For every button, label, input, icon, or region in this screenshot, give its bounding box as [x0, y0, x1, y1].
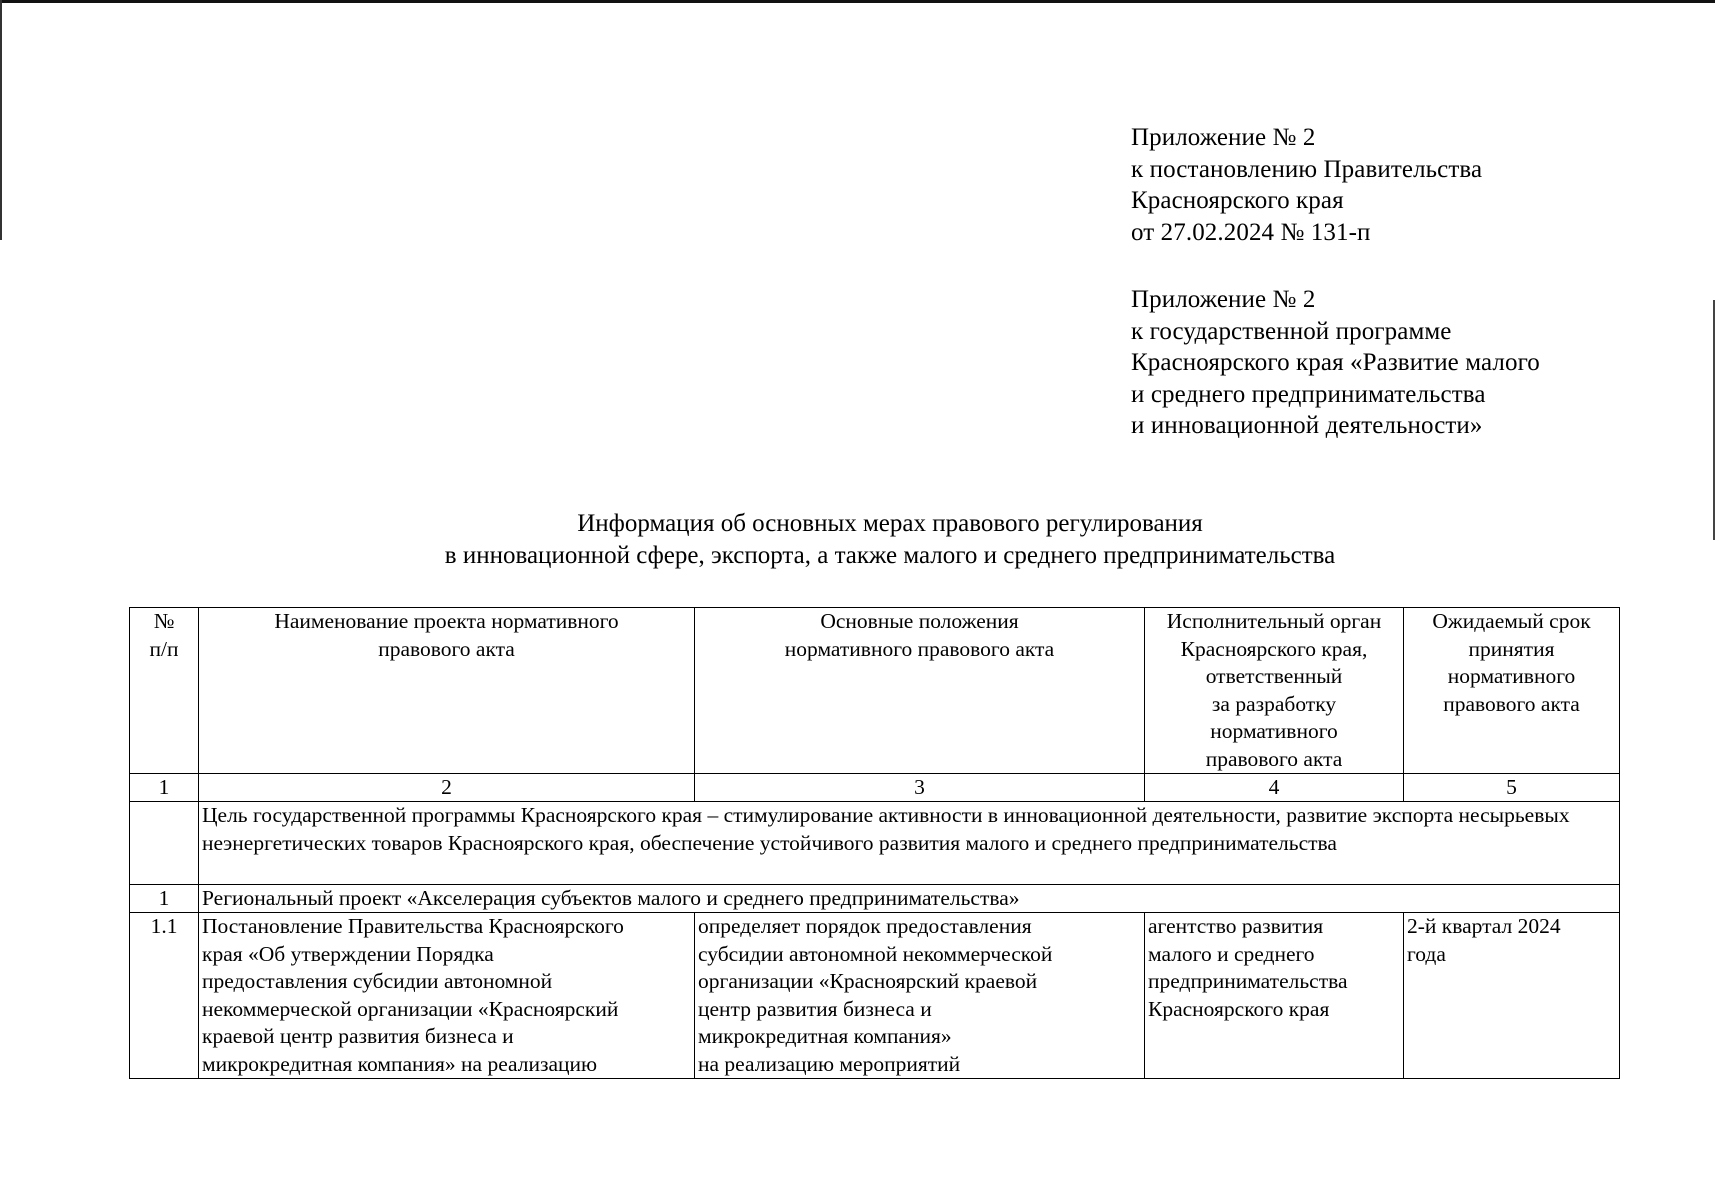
appendix-program-line: и инновационной деятельности» [1131, 412, 1483, 439]
legal-measures-table [129, 607, 1620, 1079]
row-act-name-line: Постановление Правительства Красноярского [202, 914, 624, 938]
row-executor-line: Красноярского края [1148, 996, 1330, 1021]
row-executor-line: предпринимательства [1148, 969, 1348, 993]
row-act-name-line: предоставления субсидии автономной [202, 969, 553, 993]
row-act-name [199, 913, 695, 1079]
table-header-row [130, 608, 1620, 774]
appendix-resolution-block [1131, 122, 1482, 248]
row-act-name-line: некоммерческой организации «Красноярский [202, 996, 619, 1021]
row-provisions-line: организации «Красноярский краевой [698, 969, 1038, 993]
appendix-resolution-line: Красноярского края [1131, 187, 1344, 214]
header-text: нормативного [1210, 719, 1338, 743]
row-act-name-line: краевой центр развития бизнеса и [202, 1024, 514, 1048]
scan-edge-top [0, 0, 1715, 3]
table-row [130, 913, 1620, 1079]
header-cell-executor [1145, 608, 1404, 774]
header-text: Ожидаемый срок [1432, 609, 1591, 633]
row-provisions-line: центр развития бизнеса и [698, 996, 932, 1021]
appendix-program-line: Приложение № 2 [1131, 286, 1316, 313]
header-text: п/п [149, 636, 179, 661]
appendix-resolution-line: к постановлению Правительства [1131, 155, 1483, 183]
header-text: правового акта [1205, 746, 1343, 771]
row-deadline [1404, 913, 1620, 1079]
row-provisions-line: микрокредитная компания» [698, 1024, 952, 1048]
header-text: ответственный [1205, 664, 1343, 688]
row-act-name-line: края «Об утверждении Порядка [202, 941, 494, 966]
column-number-cell: 3 [695, 774, 1145, 802]
header-cell-act-name [199, 608, 695, 774]
column-number-row [130, 774, 1620, 802]
regional-project-number: 1 [130, 885, 199, 913]
row-executor-line: малого и среднего [1148, 941, 1315, 966]
row-provisions-line: на реализацию мероприятий [698, 1051, 961, 1076]
document-title [130, 508, 1650, 572]
header-text: принятия [1468, 636, 1555, 661]
column-number-cell: 1 [130, 774, 199, 802]
header-text: Основные положения [820, 609, 1019, 633]
header-text: № [153, 609, 175, 633]
appendix-resolution-line: Приложение № 2 [1131, 124, 1316, 151]
header-cell-deadline [1404, 608, 1620, 774]
header-text: правового акта [378, 636, 515, 661]
header-text: нормативного [1447, 664, 1576, 688]
document-title-line: в инновационной сфере, экспорта, а также малого и среднего предпринимательства [444, 542, 1336, 569]
header-text: Наименование проекта нормативного [274, 609, 619, 633]
row-provisions-line: определяет порядок предоставления [698, 914, 1032, 938]
header-cell-number [130, 608, 199, 774]
row-act-name-line: микрокредитная компания» на реализацию [202, 1051, 598, 1076]
appendix-program-line: к государственной программе [1131, 317, 1452, 345]
column-number-cell: 2 [199, 774, 695, 802]
program-goal-number-cell [130, 802, 199, 885]
header-text: Исполнительный орган [1166, 609, 1382, 633]
program-goal-text: Цель государственной программы Красноярского края – стимулирование активности в инновационной деятельности, развитие экспорта несырьевых неэнергетических товаров Красноярского края, обеспечение устойчивого развития малого и среднего предпринимательства [199, 802, 1620, 885]
row-number: 1.1 [130, 913, 199, 1079]
scan-edge-left [0, 0, 2, 240]
appendix-program-line: и среднего предпринимательства [1131, 380, 1486, 408]
column-number-cell: 5 [1404, 774, 1620, 802]
header-text: Красноярского края, [1180, 636, 1368, 661]
row-executor-line: агентство развития [1148, 914, 1324, 938]
header-text: правового акта [1443, 691, 1580, 716]
row-deadline-line: года [1407, 941, 1446, 966]
document-title-line: Информация об основных мерах правового регулирования [577, 510, 1203, 537]
appendix-program-block [1131, 284, 1540, 442]
appendix-resolution-line: от 27.02.2024 № 131-п [1131, 218, 1371, 246]
row-deadline-line: 2-й квартал 2024 [1407, 914, 1561, 938]
regional-project-name: Региональный проект «Акселерация субъектов малого и среднего предпринимательства» [199, 885, 1620, 913]
header-text: за разработку [1211, 691, 1337, 716]
row-executor [1145, 913, 1404, 1079]
row-provisions-line: субсидии автономной некоммерческой [698, 941, 1053, 966]
appendix-program-line: Красноярского края «Развитие малого [1131, 349, 1540, 376]
header-cell-provisions [695, 608, 1145, 774]
program-goal-row [130, 802, 1620, 885]
column-number-cell: 4 [1145, 774, 1404, 802]
regional-project-row [130, 885, 1620, 913]
header-text: нормативного правового акта [784, 636, 1055, 661]
row-provisions [695, 913, 1145, 1079]
